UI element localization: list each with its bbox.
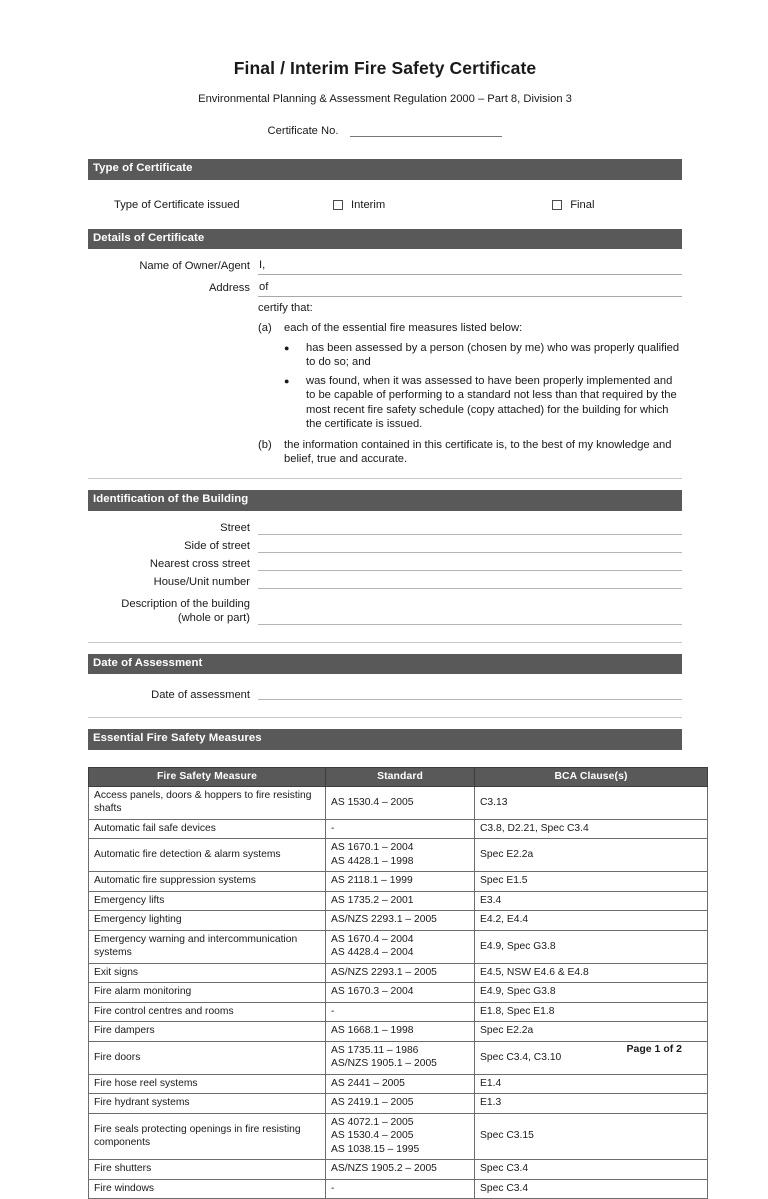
standard-line: AS 4072.1 – 2005 [331, 1116, 414, 1128]
cell-bca-clauses: E4.2, E4.4 [475, 911, 708, 931]
cell-fire-safety-measure: Access panels, doors & hoppers to fire resisting shafts [89, 786, 326, 819]
cell-fire-safety-measure: Fire dampers [89, 1022, 326, 1042]
cell-bca-clauses: E3.4 [475, 891, 708, 911]
standard-line: - [331, 1182, 335, 1194]
cell-standard [326, 819, 475, 839]
standard-line: AS 1670.3 – 2004 [331, 986, 414, 998]
house-unit-number-input[interactable] [258, 574, 682, 589]
identification-of-building-body [88, 511, 682, 643]
cell-fire-safety-measure: Emergency lighting [89, 911, 326, 931]
date-of-assessment-input[interactable] [258, 685, 682, 700]
list-item [284, 341, 682, 374]
checkbox-final-label: Final [570, 198, 595, 211]
standard-line: AS 2118.1 – 1999 [331, 875, 413, 887]
standard-line: AS/NZS 1905.1 – 2005 [331, 1058, 437, 1070]
cell-bca-clauses: E4.9, Spec G3.8 [475, 930, 708, 963]
cell-standard [326, 983, 475, 1003]
table-header-row [89, 767, 708, 786]
field-row-house-unit-number [88, 574, 682, 592]
cell-standard [326, 872, 475, 892]
list-item [284, 374, 682, 436]
table-row [89, 786, 708, 819]
clause-b-text: the information contained in this certificate is, to the best of my knowledge and belief, true and accurate. [284, 438, 672, 466]
section-header-type-of-certificate: Type of Certificate [88, 159, 682, 180]
cell-fire-safety-measure: Fire doors [89, 1041, 326, 1074]
cell-bca-clauses: Spec C3.4 [475, 1160, 708, 1180]
house-unit-number-label: House/Unit number [153, 576, 250, 589]
type-of-certificate-row [88, 180, 682, 229]
essential-fire-safety-measures-table [88, 767, 708, 1199]
table-row [89, 1074, 708, 1094]
standard-line: AS 4428.4 – 2004 [331, 947, 414, 959]
table-row [89, 1094, 708, 1114]
standard-line: AS 1735.11 – 1986 [331, 1044, 419, 1056]
field-row-street [88, 520, 682, 538]
standard-line: AS 2419.1 – 2005 [331, 1097, 414, 1109]
section-header-details-of-certificate: Details of Certificate [88, 229, 682, 250]
standard-line: - [331, 822, 335, 834]
standard-line: AS 4428.1 – 1998 [331, 855, 414, 867]
cell-standard [326, 1041, 475, 1074]
certify-that-text: certify that: [258, 302, 313, 315]
bullet-icon: ● [284, 375, 290, 386]
page-footer: Page 1 of 2 [626, 1043, 682, 1055]
table-row [89, 1160, 708, 1180]
cell-standard [326, 1113, 475, 1160]
cell-fire-safety-measure: Fire windows [89, 1179, 326, 1199]
table-row [89, 911, 708, 931]
cell-fire-safety-measure: Emergency warning and intercommunication systems [89, 930, 326, 963]
checkbox-icon[interactable] [333, 200, 343, 210]
cell-fire-safety-measure: Fire hydrant systems [89, 1094, 326, 1114]
description-label-line2: (whole or part) [177, 612, 250, 625]
owner-name-label: Name of Owner/Agent [139, 260, 250, 273]
cell-standard [326, 963, 475, 983]
standard-line: AS 2441 – 2005 [331, 1077, 405, 1089]
cell-standard [326, 1022, 475, 1042]
certificate-no-input[interactable] [350, 123, 502, 137]
cell-bca-clauses: Spec E2.2a [475, 1022, 708, 1042]
table-row [89, 819, 708, 839]
certificate-no-label: Certificate No. [267, 125, 339, 137]
table-row [89, 1022, 708, 1042]
standard-line: AS 1735.2 – 2001 [331, 894, 414, 906]
cell-fire-safety-measure: Automatic fire suppression systems [89, 872, 326, 892]
cell-fire-safety-measure: Fire control centres and rooms [89, 1002, 326, 1022]
section-header-essential-fire-safety-measures: Essential Fire Safety Measures [88, 729, 682, 750]
standard-line: AS 1668.1 – 1998 [331, 1025, 414, 1037]
section-divider [88, 642, 682, 643]
cell-fire-safety-measure: Fire seals protecting openings in fire resisting components [89, 1113, 326, 1160]
clause-a-marker: (a) [258, 322, 272, 335]
standard-line: - [331, 1005, 335, 1017]
bullet-icon: ● [284, 342, 290, 353]
address-input[interactable]: of [258, 280, 682, 297]
cell-fire-safety-measure: Exit signs [89, 963, 326, 983]
bullet-text: has been assessed by a person (chosen by me) who was properly qualified to do so; and [306, 341, 680, 369]
side-of-street-label: Side of street [184, 540, 250, 553]
checkbox-final[interactable] [552, 199, 594, 211]
column-header-bca-clauses: BCA Clause(s) [475, 767, 708, 786]
cell-fire-safety-measure: Automatic fail safe devices [89, 819, 326, 839]
cell-bca-clauses: Spec E2.2a [475, 839, 708, 872]
page-content [88, 0, 682, 1199]
standard-line: AS/NZS 2293.1 – 2005 [331, 966, 437, 978]
table-row [89, 891, 708, 911]
cell-bca-clauses: Spec E1.5 [475, 872, 708, 892]
checkbox-icon[interactable] [552, 200, 562, 210]
description-label-line1: Description of the building [121, 597, 250, 610]
type-of-certificate-label: Type of Certificate issued [114, 198, 240, 211]
column-header-fire-safety-measure: Fire Safety Measure [89, 767, 326, 786]
cell-standard [326, 911, 475, 931]
description-of-building-input[interactable] [258, 592, 682, 625]
cell-standard [326, 891, 475, 911]
field-row-nearest-cross-street [88, 556, 682, 574]
page-title: Final / Interim Fire Safety Certificate [233, 58, 537, 78]
table-row [89, 1041, 708, 1074]
cell-bca-clauses: Spec C3.15 [475, 1113, 708, 1160]
clause-b [258, 436, 682, 467]
street-label: Street [220, 522, 250, 535]
nearest-cross-street-label: Nearest cross street [149, 558, 250, 571]
cell-standard [326, 1179, 475, 1199]
cell-standard [326, 1160, 475, 1180]
cell-fire-safety-measure: Emergency lifts [89, 891, 326, 911]
cell-fire-safety-measure: Fire alarm monitoring [89, 983, 326, 1003]
standard-line: AS 1530.4 – 2005 [331, 796, 414, 808]
table-row [89, 1002, 708, 1022]
checkbox-interim[interactable] [333, 199, 385, 211]
street-input[interactable] [258, 520, 682, 535]
standard-line: AS 1670.4 – 2004 [331, 933, 414, 945]
section-divider [88, 717, 682, 718]
standard-line: AS/NZS 1905.2 – 2005 [331, 1163, 437, 1175]
field-row-address [88, 280, 682, 297]
column-header-standard: Standard [326, 767, 475, 786]
standard-line: AS 1530.4 – 2005 [331, 1130, 414, 1142]
cell-standard [326, 1074, 475, 1094]
field-row-date-of-assessment [88, 674, 682, 707]
cell-standard [326, 786, 475, 819]
address-label: Address [208, 282, 250, 295]
section-divider [88, 478, 682, 479]
standard-line: AS 1670.1 – 2004 [331, 842, 414, 854]
table-row [89, 983, 708, 1003]
cell-fire-safety-measure: Fire hose reel systems [89, 1074, 326, 1094]
owner-name-input[interactable]: I, [258, 258, 682, 275]
clause-a-bullets [284, 336, 682, 436]
checkbox-interim-label: Interim [351, 198, 386, 211]
measures-table-body [89, 786, 708, 1199]
cell-bca-clauses: E1.8, Spec E1.8 [475, 1002, 708, 1022]
cell-bca-clauses: E1.4 [475, 1074, 708, 1094]
description-of-building-label [88, 597, 258, 628]
cell-bca-clauses: E4.5, NSW E4.6 & E4.8 [475, 963, 708, 983]
section-header-identification-of-building: Identification of the Building [88, 490, 682, 511]
table-row [89, 839, 708, 872]
field-row-description-of-building [88, 592, 682, 628]
clause-a [258, 314, 682, 336]
date-of-assessment-label: Date of assessment [151, 689, 250, 702]
table-row [89, 872, 708, 892]
cell-bca-clauses: C3.13 [475, 786, 708, 819]
standard-line: AS 1038.15 – 1995 [331, 1143, 420, 1155]
details-of-certificate-body [88, 249, 682, 479]
field-row-owner-name [88, 258, 682, 275]
cell-standard [326, 839, 475, 872]
cell-bca-clauses: Spec C3.4 [475, 1179, 708, 1199]
cell-standard [326, 1094, 475, 1114]
section-header-date-of-assessment: Date of Assessment [88, 654, 682, 675]
table-row [89, 963, 708, 983]
nearest-cross-street-input[interactable] [258, 556, 682, 571]
clause-a-text: each of the essential fire measures listed below: [284, 322, 523, 335]
field-row-side-of-street [88, 538, 682, 556]
side-of-street-input[interactable] [258, 538, 682, 553]
table-row [89, 1179, 708, 1199]
clause-b-marker: (b) [258, 438, 272, 451]
cell-standard [326, 1002, 475, 1022]
table-row [89, 930, 708, 963]
page-subtitle: Environmental Planning & Assessment Regulation 2000 – Part 8, Division 3 [198, 93, 572, 105]
cell-bca-clauses: E4.9, Spec G3.8 [475, 983, 708, 1003]
cell-bca-clauses: C3.8, D2.21, Spec C3.4 [475, 819, 708, 839]
measures-table-wrap [88, 750, 682, 1199]
cell-bca-clauses: E1.3 [475, 1094, 708, 1114]
table-row [89, 1113, 708, 1160]
certificate-no-row [88, 123, 682, 137]
cell-standard [326, 930, 475, 963]
cell-fire-safety-measure: Fire shutters [89, 1160, 326, 1180]
standard-line: AS/NZS 2293.1 – 2005 [331, 914, 437, 926]
cell-bca-clauses: Spec C3.4, C3.10 [475, 1041, 708, 1074]
cell-fire-safety-measure: Automatic fire detection & alarm systems [89, 839, 326, 872]
bullet-text: was found, when it was assessed to have been properly implemented and to be capable of performing to a standard not less than that required by the most recent fire safety schedule (copy attached) for the building for which the certificate is issued. [306, 374, 677, 431]
